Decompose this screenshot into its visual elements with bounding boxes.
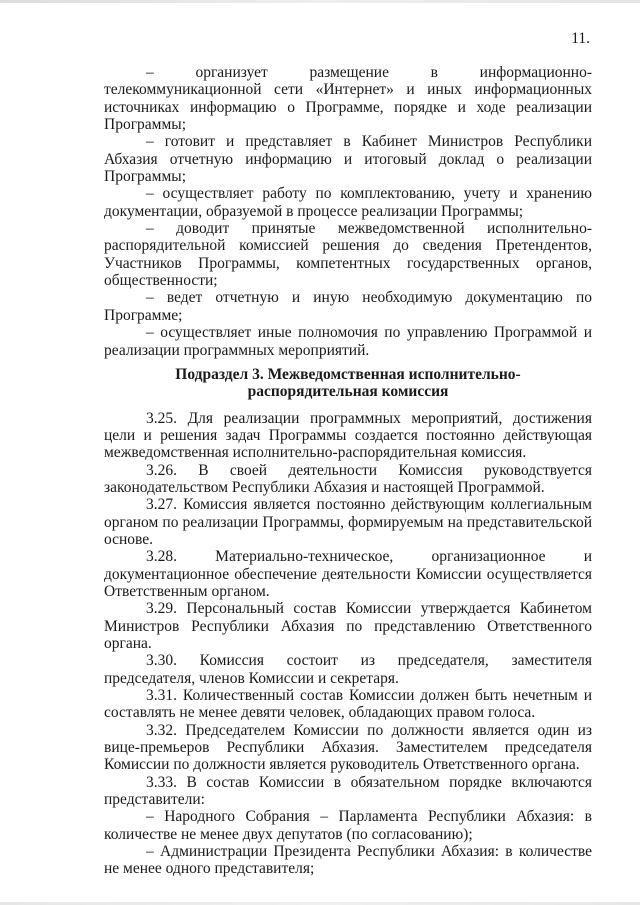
paragraph: 3.29. Персональный состав Комиссии утверждается Кабинетом Министров Республики Абхазия по представлению Ответственного органа.	[104, 600, 592, 652]
list-item: – осуществляет работу по комплектованию, учету и хранению документации, образуемой в процессе реализации Программы;	[104, 185, 592, 220]
list-item: – доводит принятые межведомственной исполнительно-распорядительной комиссией решения до сведения Претендентов, Участников Программы, компетентных государственных органов, общественности;	[104, 220, 592, 290]
paragraph: 3.27. Комиссия является постоянно действующим коллегиальным органом по реализации Программы, формируемым на представительской основе.	[104, 496, 592, 548]
list-item: – осуществляет иные полномочия по управлению Программой и реализации программных мероприятий.	[104, 324, 592, 359]
section-heading-line: распорядительная комиссия	[247, 383, 449, 401]
paragraph: 3.30. Комиссия состоит из председателя, заместителя председателя, членов Комиссии и секретаря.	[104, 652, 592, 687]
section-heading-line: Подраздел 3. Межведомственная исполнительно-	[175, 365, 521, 383]
paragraph: 3.25. Для реализации программных мероприятий, достижения цели и решения задач Программы создается постоянно действующая межведомственная исполнительно-распорядительная комиссия.	[104, 409, 592, 462]
document-body	[104, 64, 592, 878]
scan-edge-top	[0, 0, 640, 3]
list-item: – организует размещение в информационно-телекоммуникационной сети «Интернет» и иных информационных источниках информацию о Программе, порядке и ходе реализации Программы;	[104, 64, 592, 134]
paragraph: 3.31. Количественный состав Комиссии должен быть нечетным и составлять не менее девяти человек, обладающих правом голоса.	[104, 687, 592, 722]
list-item: – Администрации Президента Республики Абхазия: в количестве не менее одного представителя;	[104, 843, 592, 878]
paragraph: 3.28. Материально-техническое, организационное и документационное обеспечение деятельности Комиссии осуществляется Ответственным органом.	[104, 548, 592, 600]
list-item: – Народного Собрания – Парламента Республики Абхазия: в количестве не менее двух депутатов (по согласованию);	[104, 808, 592, 843]
paragraph: 3.26. В своей деятельности Комиссия руководствуется законодательством Республики Абхазия и настоящей Программой.	[104, 461, 592, 496]
list-item: – ведет отчетную и иную необходимую документацию по Программе;	[104, 289, 592, 324]
paragraph: 3.33. В состав Комиссии в обязательном порядке включаются представители:	[104, 773, 592, 809]
list-item: – готовит и представляет в Кабинет Министров Республики Абхазия отчетную информацию и итоговый доклад о реализации Программы;	[104, 133, 592, 186]
page-number: 11.	[571, 30, 590, 47]
section-heading	[104, 366, 592, 401]
paragraph: 3.32. Председателем Комиссии по должности является один из вице-премьеров Республики Абхазия. Заместителем председателя Комиссии по должности является руководитель Ответственного органа.	[104, 721, 592, 774]
